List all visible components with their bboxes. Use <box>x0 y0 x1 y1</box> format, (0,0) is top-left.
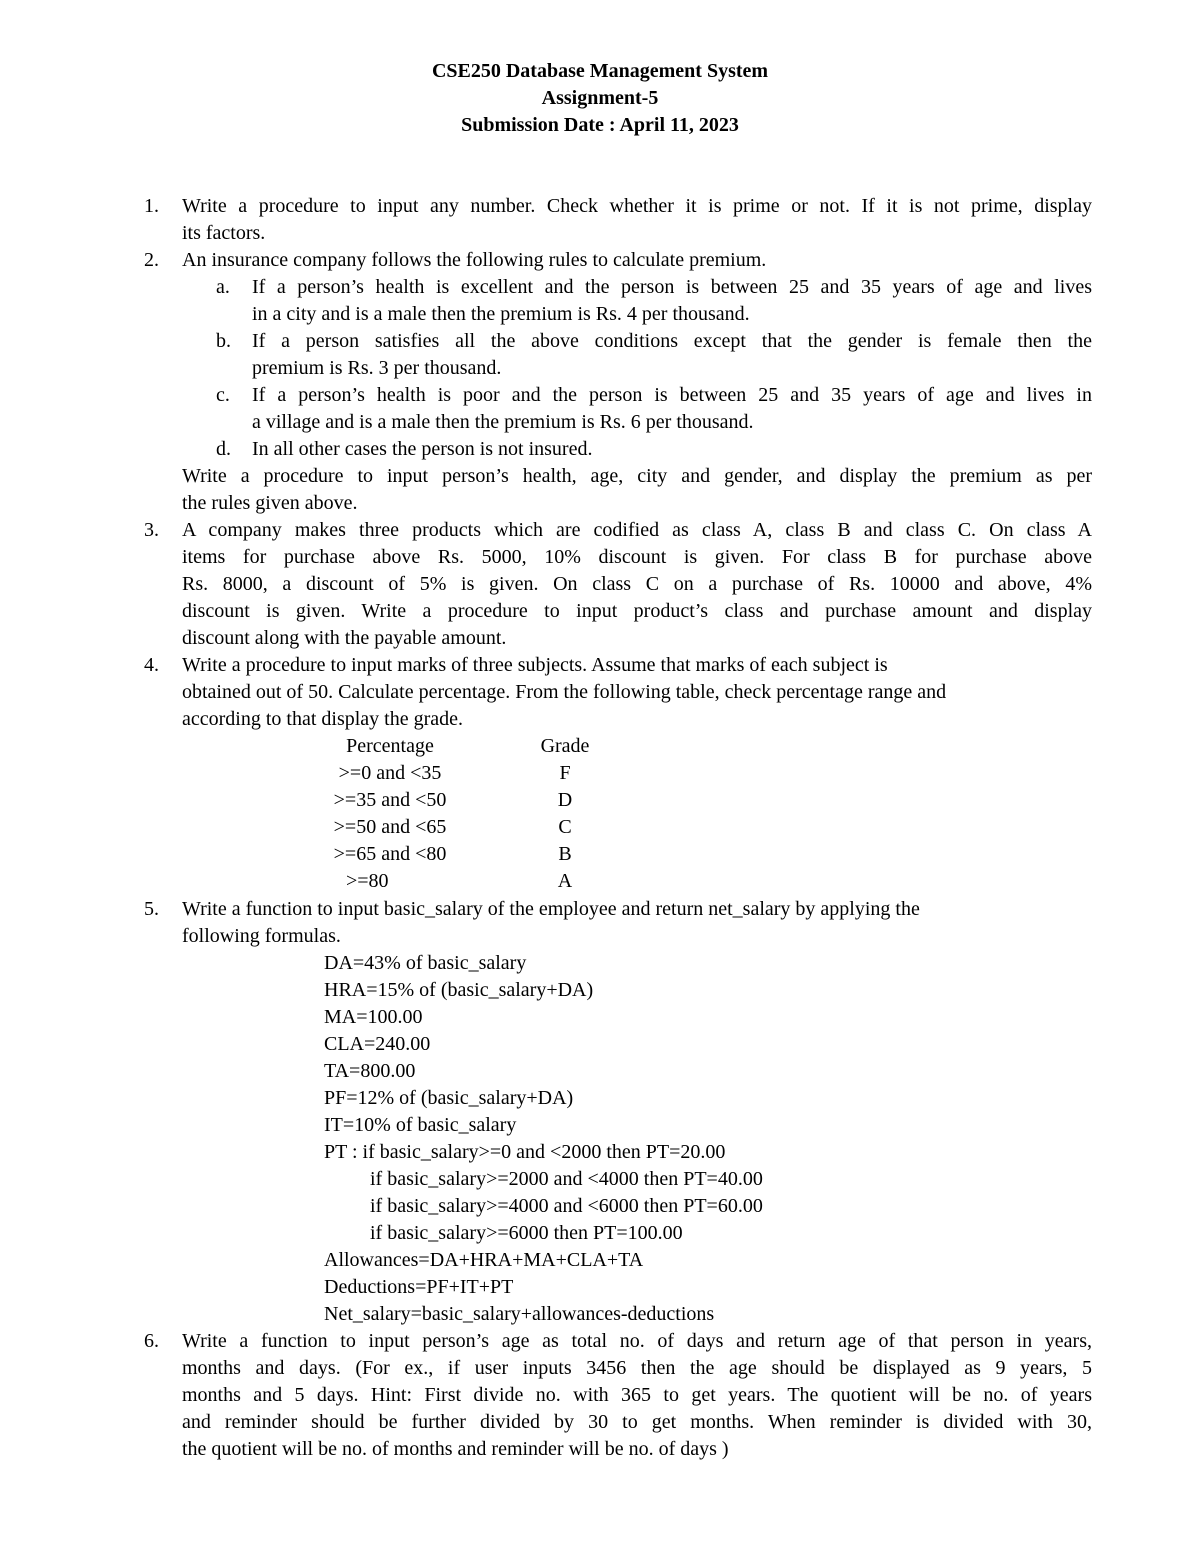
table-header-percentage: Percentage <box>346 735 434 757</box>
table-cell-grade: D <box>557 789 573 811</box>
subitem-line: in a city and is a male then the premium is Rs. 4 per thousand. <box>252 303 750 325</box>
formula-line: TA=800.00 <box>324 1060 416 1082</box>
question-line: Write a function to input basic_salary of the employee and return net_salary by applying the <box>182 898 920 920</box>
subitem-label: c. <box>216 384 230 406</box>
subitem-label: b. <box>216 330 231 352</box>
subitem-label: d. <box>216 438 231 460</box>
question-line: Write a procedure to input person’s health, age, city and gender, and display the premium as per <box>182 465 1092 487</box>
table-cell-percentage: >=80 <box>346 870 389 892</box>
question-line: An insurance company follows the following rules to calculate premium. <box>182 249 767 271</box>
question-line: obtained out of 50. Calculate percentage. From the following table, check percentage range and <box>182 681 947 703</box>
formula-line: if basic_salary>=2000 and <4000 then PT=40.00 <box>370 1168 763 1190</box>
formula-line: Net_salary=basic_salary+allowances-deductions <box>324 1303 715 1325</box>
formula-line: DA=43% of basic_salary <box>324 952 527 974</box>
question-line: items for purchase above Rs. 5000, 10% discount is given. For class B for purchase above <box>182 546 1092 568</box>
question-line: Write a procedure to input marks of three subjects. Assume that marks of each subject is <box>182 654 888 676</box>
question-line: Write a function to input person’s age as total no. of days and return age of that person in years, <box>182 1330 1092 1352</box>
table-cell-grade: C <box>558 816 572 838</box>
question-number: 6. <box>144 1330 159 1352</box>
formula-line: HRA=15% of (basic_salary+DA) <box>324 979 594 1001</box>
formula-line: Allowances=DA+HRA+MA+CLA+TA <box>324 1249 644 1271</box>
question-line: discount along with the payable amount. <box>182 627 507 649</box>
table-cell-percentage: >=50 and <65 <box>333 816 447 838</box>
question-line: its factors. <box>182 222 266 244</box>
table-cell-grade: A <box>557 870 573 892</box>
formula-line: if basic_salary>=4000 and <6000 then PT=60.00 <box>370 1195 763 1217</box>
question-line: and reminder should be further divided by 30 to get months. When reminder is divided with 30, <box>182 1411 1092 1433</box>
formula-line: if basic_salary>=6000 then PT=100.00 <box>370 1222 683 1244</box>
formula-line: PF=12% of (basic_salary+DA) <box>324 1087 574 1109</box>
question-number: 1. <box>144 195 159 217</box>
question-line: months and days. (For ex., if user inputs 3456 then the age should be displayed as 9 years, 5 <box>182 1357 1092 1379</box>
question-number: 3. <box>144 519 159 541</box>
formula-line: CLA=240.00 <box>324 1033 431 1055</box>
formula-line: MA=100.00 <box>324 1006 423 1028</box>
question-line: following formulas. <box>182 925 341 947</box>
question-line: the rules given above. <box>182 492 358 514</box>
question-line: discount is given. Write a procedure to input product’s class and purchase amount and display <box>182 600 1092 622</box>
assignment-title: Assignment-5 <box>541 87 659 109</box>
table-cell-percentage: >=65 and <80 <box>333 843 447 865</box>
table-cell-grade: F <box>559 762 571 784</box>
question-number: 5. <box>144 898 159 920</box>
course-title: CSE250 Database Management System <box>431 60 769 82</box>
question-line: Write a procedure to input any number. Check whether it is prime or not. If it is not prime, display <box>182 195 1092 217</box>
subitem-line: In all other cases the person is not insured. <box>252 438 593 460</box>
formula-line: IT=10% of basic_salary <box>324 1114 517 1136</box>
table-cell-percentage: >=35 and <50 <box>333 789 447 811</box>
question-line: months and 5 days. Hint: First divide no. with 365 to get years. The quotient will be no. of years <box>182 1384 1092 1406</box>
submission-date: Submission Date : April 11, 2023 <box>461 114 739 136</box>
formula-line: Deductions=PF+IT+PT <box>324 1276 514 1298</box>
question-number: 4. <box>144 654 159 676</box>
question-line: Rs. 8000, a discount of 5% is given. On class C on a purchase of Rs. 10000 and above, 4% <box>182 573 1092 595</box>
subitem-line: premium is Rs. 3 per thousand. <box>252 357 502 379</box>
table-header-grade: Grade <box>540 735 590 757</box>
subitem-line: If a person’s health is poor and the person is between 25 and 35 years of age and lives in <box>252 384 1092 406</box>
question-line: A company makes three products which are codified as class A, class B and class C. On class A <box>182 519 1092 541</box>
subitem-label: a. <box>216 276 230 298</box>
table-cell-grade: B <box>558 843 572 865</box>
formula-line: PT : if basic_salary>=0 and <2000 then PT=20.00 <box>324 1141 726 1163</box>
document-header <box>0 58 1200 139</box>
subitem-line: If a person satisfies all the above conditions except that the gender is female then the <box>252 330 1092 352</box>
table-cell-percentage: >=0 and <35 <box>338 762 442 784</box>
question-line: the quotient will be no. of months and reminder will be no. of days ) <box>182 1438 729 1460</box>
subitem-line: a village and is a male then the premium is Rs. 6 per thousand. <box>252 411 754 433</box>
subitem-line: If a person’s health is excellent and the person is between 25 and 35 years of age and lives <box>252 276 1092 298</box>
question-line: according to that display the grade. <box>182 708 464 730</box>
question-number: 2. <box>144 249 159 271</box>
